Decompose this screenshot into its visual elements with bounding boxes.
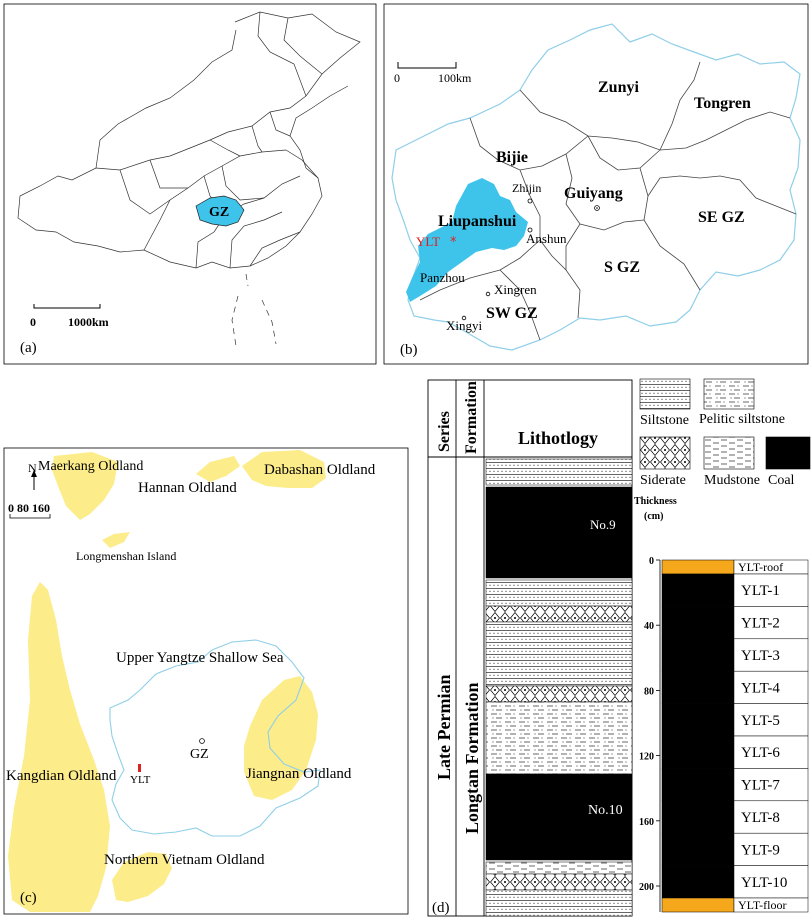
layer-siltstone-2 (486, 580, 632, 606)
region-sw-gz: SW GZ (486, 305, 538, 322)
legend-coal: Coal (768, 473, 795, 488)
sample-label-ylt-2: YLT-2 (741, 615, 780, 632)
guiyang-marker-dot (596, 207, 598, 209)
thickness-tick-label: 0 (649, 556, 654, 567)
legend-siltstone-swatch (640, 379, 690, 409)
thickness-tick-label: 200 (639, 882, 654, 893)
legend-siltstone: Siltstone (640, 413, 690, 428)
series-late-permian: Late Permian (434, 674, 454, 780)
town-xingren: Xingren (494, 282, 537, 297)
thickness-tick-label: 80 (644, 686, 654, 698)
oldland-kangdian: Kangdian Oldland (6, 768, 117, 784)
sample-box-ylt-6 (662, 736, 734, 768)
town-anshun: Anshun (526, 231, 567, 246)
oldland-hannan: Hannan Oldland (138, 480, 237, 496)
sample-box-ylt-floor (662, 898, 734, 912)
town-zhijin: Zhijin (512, 181, 542, 195)
sample-box-ylt-4 (662, 671, 734, 703)
sample-box-ylt-1 (662, 574, 734, 606)
layer-mudstone (486, 862, 632, 874)
panel-b-frame (384, 4, 808, 364)
scale-c-label: 0 80 160 (8, 501, 50, 515)
coal-no10-label: No.10 (588, 803, 623, 818)
sample-label-ylt-7: YLT-7 (741, 777, 780, 794)
legend-siderite-swatch (640, 437, 690, 469)
layer-siltstone-bottom (486, 890, 632, 916)
header-series: Series (436, 411, 453, 452)
town-xingyi: Xingyi (446, 318, 483, 333)
site-star-icon: * (450, 235, 457, 250)
panel-a-frame (4, 4, 376, 364)
sample-label-ylt-3: YLT-3 (741, 648, 780, 664)
sample-label-ylt-5: YLT-5 (741, 712, 780, 729)
sample-label-ylt-4: YLT-4 (741, 680, 780, 697)
sample-box-ylt-2 (662, 606, 734, 638)
layer-pelitic-siltstone (486, 702, 632, 774)
layer-siltstone-3 (486, 622, 632, 686)
oldland-northern-vietnam: Northern Vietnam Oldland (104, 852, 265, 868)
sample-label-ylt-roof: YLT-roof (738, 560, 784, 574)
thickness-tick-label: 120 (639, 751, 654, 763)
layer-siltstone-top (486, 459, 632, 485)
oldland-jiangnan: Jiangnan Oldland (246, 766, 352, 782)
legend-siderate: Siderate (640, 473, 686, 488)
sample-label-ylt-6: YLT-6 (741, 745, 780, 762)
region-tongren: Tongren (694, 95, 751, 112)
legend-pelitic-swatch (704, 379, 754, 409)
scale-b-start: 0 (394, 71, 400, 85)
region-se-gz: SE GZ (698, 209, 745, 226)
sample-box-ylt-7 (662, 768, 734, 800)
region-zunyi: Zunyi (598, 79, 639, 96)
header-formation: Formation (463, 381, 480, 454)
region-guiyang: Guiyang (564, 185, 623, 202)
panel-d-label: (d) (432, 900, 450, 916)
header-lithology: Lithotlogy (518, 428, 599, 448)
oldland-maerkang: Maerkang Oldland (38, 459, 144, 474)
layer-siderite-1 (486, 606, 632, 622)
legend-pelitic-siltstone: Pelitic siltstone (699, 412, 785, 427)
oldland-dabashan: Dabashan Oldland (264, 462, 376, 478)
sample-column (639, 556, 808, 912)
thickness-tick-label: 40 (644, 621, 654, 633)
sample-label-ylt-9: YLT-9 (741, 842, 780, 859)
site-ylt-label: YLT (416, 234, 441, 249)
legend-mudstone-swatch (704, 437, 754, 469)
panel-c-label: (c) (20, 890, 37, 906)
sample-box-ylt-3 (662, 639, 734, 671)
region-s-gz: S GZ (604, 259, 641, 276)
ylt-label-c: YLT (130, 774, 151, 786)
town-panzhou: Panzhou (420, 270, 465, 285)
panel-b-label: (b) (400, 342, 418, 358)
sample-label-ylt-1: YLT-1 (741, 583, 780, 600)
legend-coal-swatch (766, 437, 810, 469)
gz-label-c: GZ (190, 747, 209, 762)
longmenshan-island: Longmenshan Island (76, 549, 177, 563)
coal-no9-label: No.9 (590, 517, 616, 532)
region-liupanshui: Liupanshui (438, 213, 517, 230)
upper-yangtze-sea: Upper Yangtze Shallow Sea (116, 650, 284, 666)
panel-a (4, 4, 376, 364)
panel-c (4, 448, 408, 914)
sample-box-ylt-5 (662, 704, 734, 736)
sample-box-ylt-9 (662, 833, 734, 865)
layer-siderite-2 (486, 686, 632, 702)
legend-mudstone: Mudstone (704, 473, 760, 488)
north-label: N (28, 461, 37, 475)
sample-label-ylt-8: YLT-8 (741, 810, 780, 826)
sample-box-ylt-roof (662, 560, 734, 574)
sample-box-ylt-8 (662, 801, 734, 833)
gz-label: GZ (209, 205, 230, 220)
sample-box-ylt-10 (662, 866, 734, 898)
region-bijie: Bijie (496, 149, 528, 166)
panel-a-label: (a) (20, 340, 37, 356)
sample-label-ylt-10: YLT-10 (741, 874, 788, 891)
sample-label-ylt-floor: YLT-floor (738, 898, 787, 912)
layer-siderite-3 (486, 874, 632, 890)
scale-b-end: 100km (438, 71, 472, 85)
panel-b (384, 4, 808, 364)
formation-longtan: Longtan Formation (462, 682, 482, 834)
layer-coal-no9 (486, 487, 632, 578)
panel-d (428, 379, 810, 916)
scale-a-end: 1000km (68, 315, 109, 329)
thickness-unit: (cm) (644, 511, 664, 522)
thickness-tick-label: 160 (639, 816, 654, 828)
thickness-label: Thickness (634, 496, 677, 507)
scale-a-start: 0 (30, 315, 36, 329)
ylt-marker-c (138, 764, 141, 772)
